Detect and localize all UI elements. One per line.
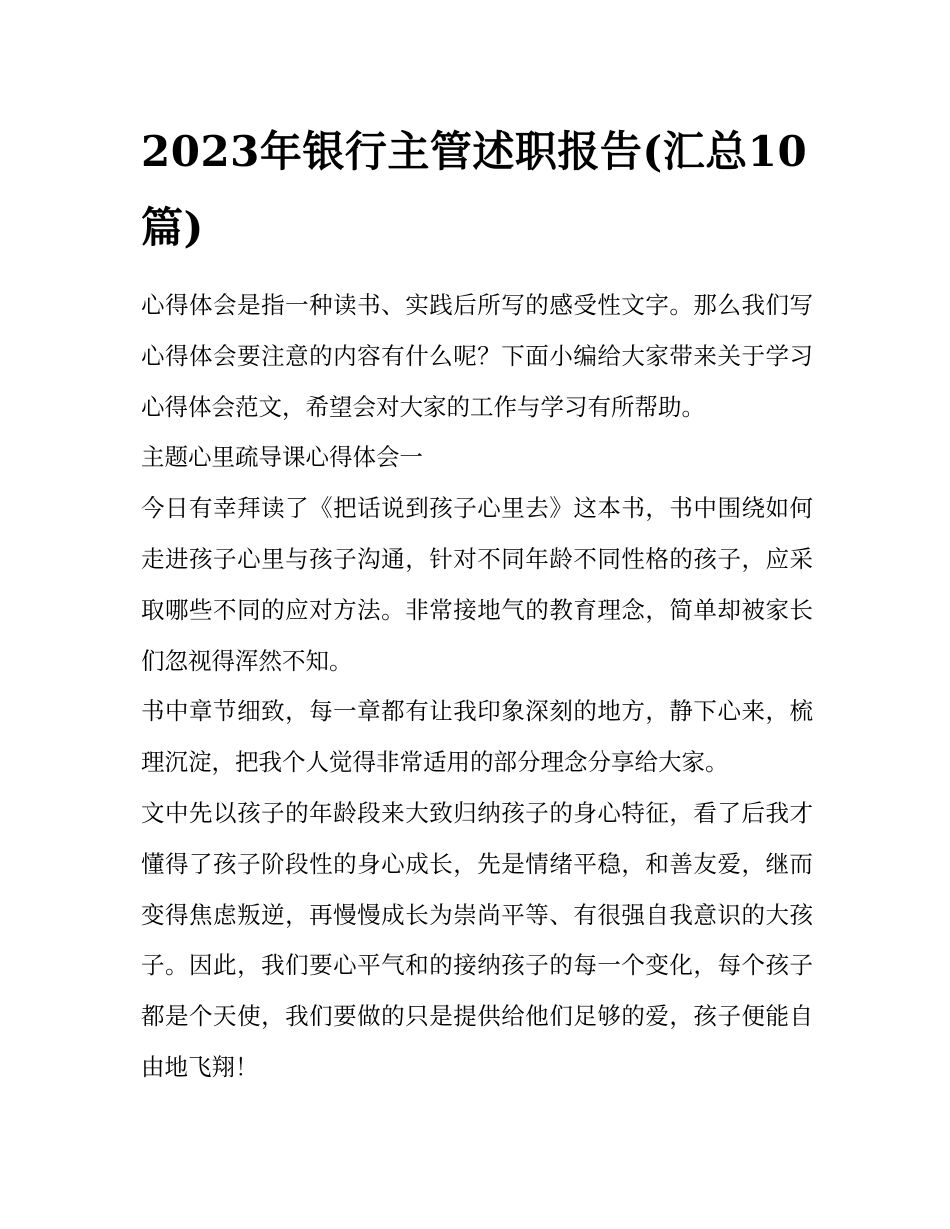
paragraph-chapters: 书中章节细致，每一章都有让我印象深刻的地方，静下心来，梳理沉淀，把我个人觉得非常适用的部分理念分享给大家。: [141, 697, 813, 777]
paragraph-age-stages: 文中先以孩子的年龄段来大致归纳孩子的身心特征，看了后我才懂得了孩子阶段性的身心成长，先是情绪平稳，和善友爱，继而变得焦虑叛逆，再慢慢成长为崇尚平等、有很强自我意识的大孩子。因此，我们要心平气和的接纳孩子的每一个变化，每个孩子都是个天使，我们要做的只是提供给他们足够的爱，孩子便能自由地飞翔！: [141, 798, 813, 1081]
paragraph-intro: 心得体会是指一种读书、实践后所写的感受性文字。那么我们写心得体会要注意的内容有什么呢？下面小编给大家带来关于学习心得体会范文，希望会对大家的工作与学习有所帮助。: [141, 291, 813, 421]
document-content: [141, 114, 813, 1093]
document-title: 2023年银行主管述职报告(汇总10篇): [141, 127, 808, 252]
paragraph-book: 今日有幸拜读了《把话说到孩子心里去》这本书，书中围绕如何走进孩子心里与孩子沟通，针对不同年龄不同性格的孩子，应采取哪些不同的应对方法。非常接地气的教育理念，简单却被家长们忽视得浑然不知。: [141, 494, 813, 675]
section-heading: 主题心里疏导课心得体会一: [141, 443, 423, 472]
